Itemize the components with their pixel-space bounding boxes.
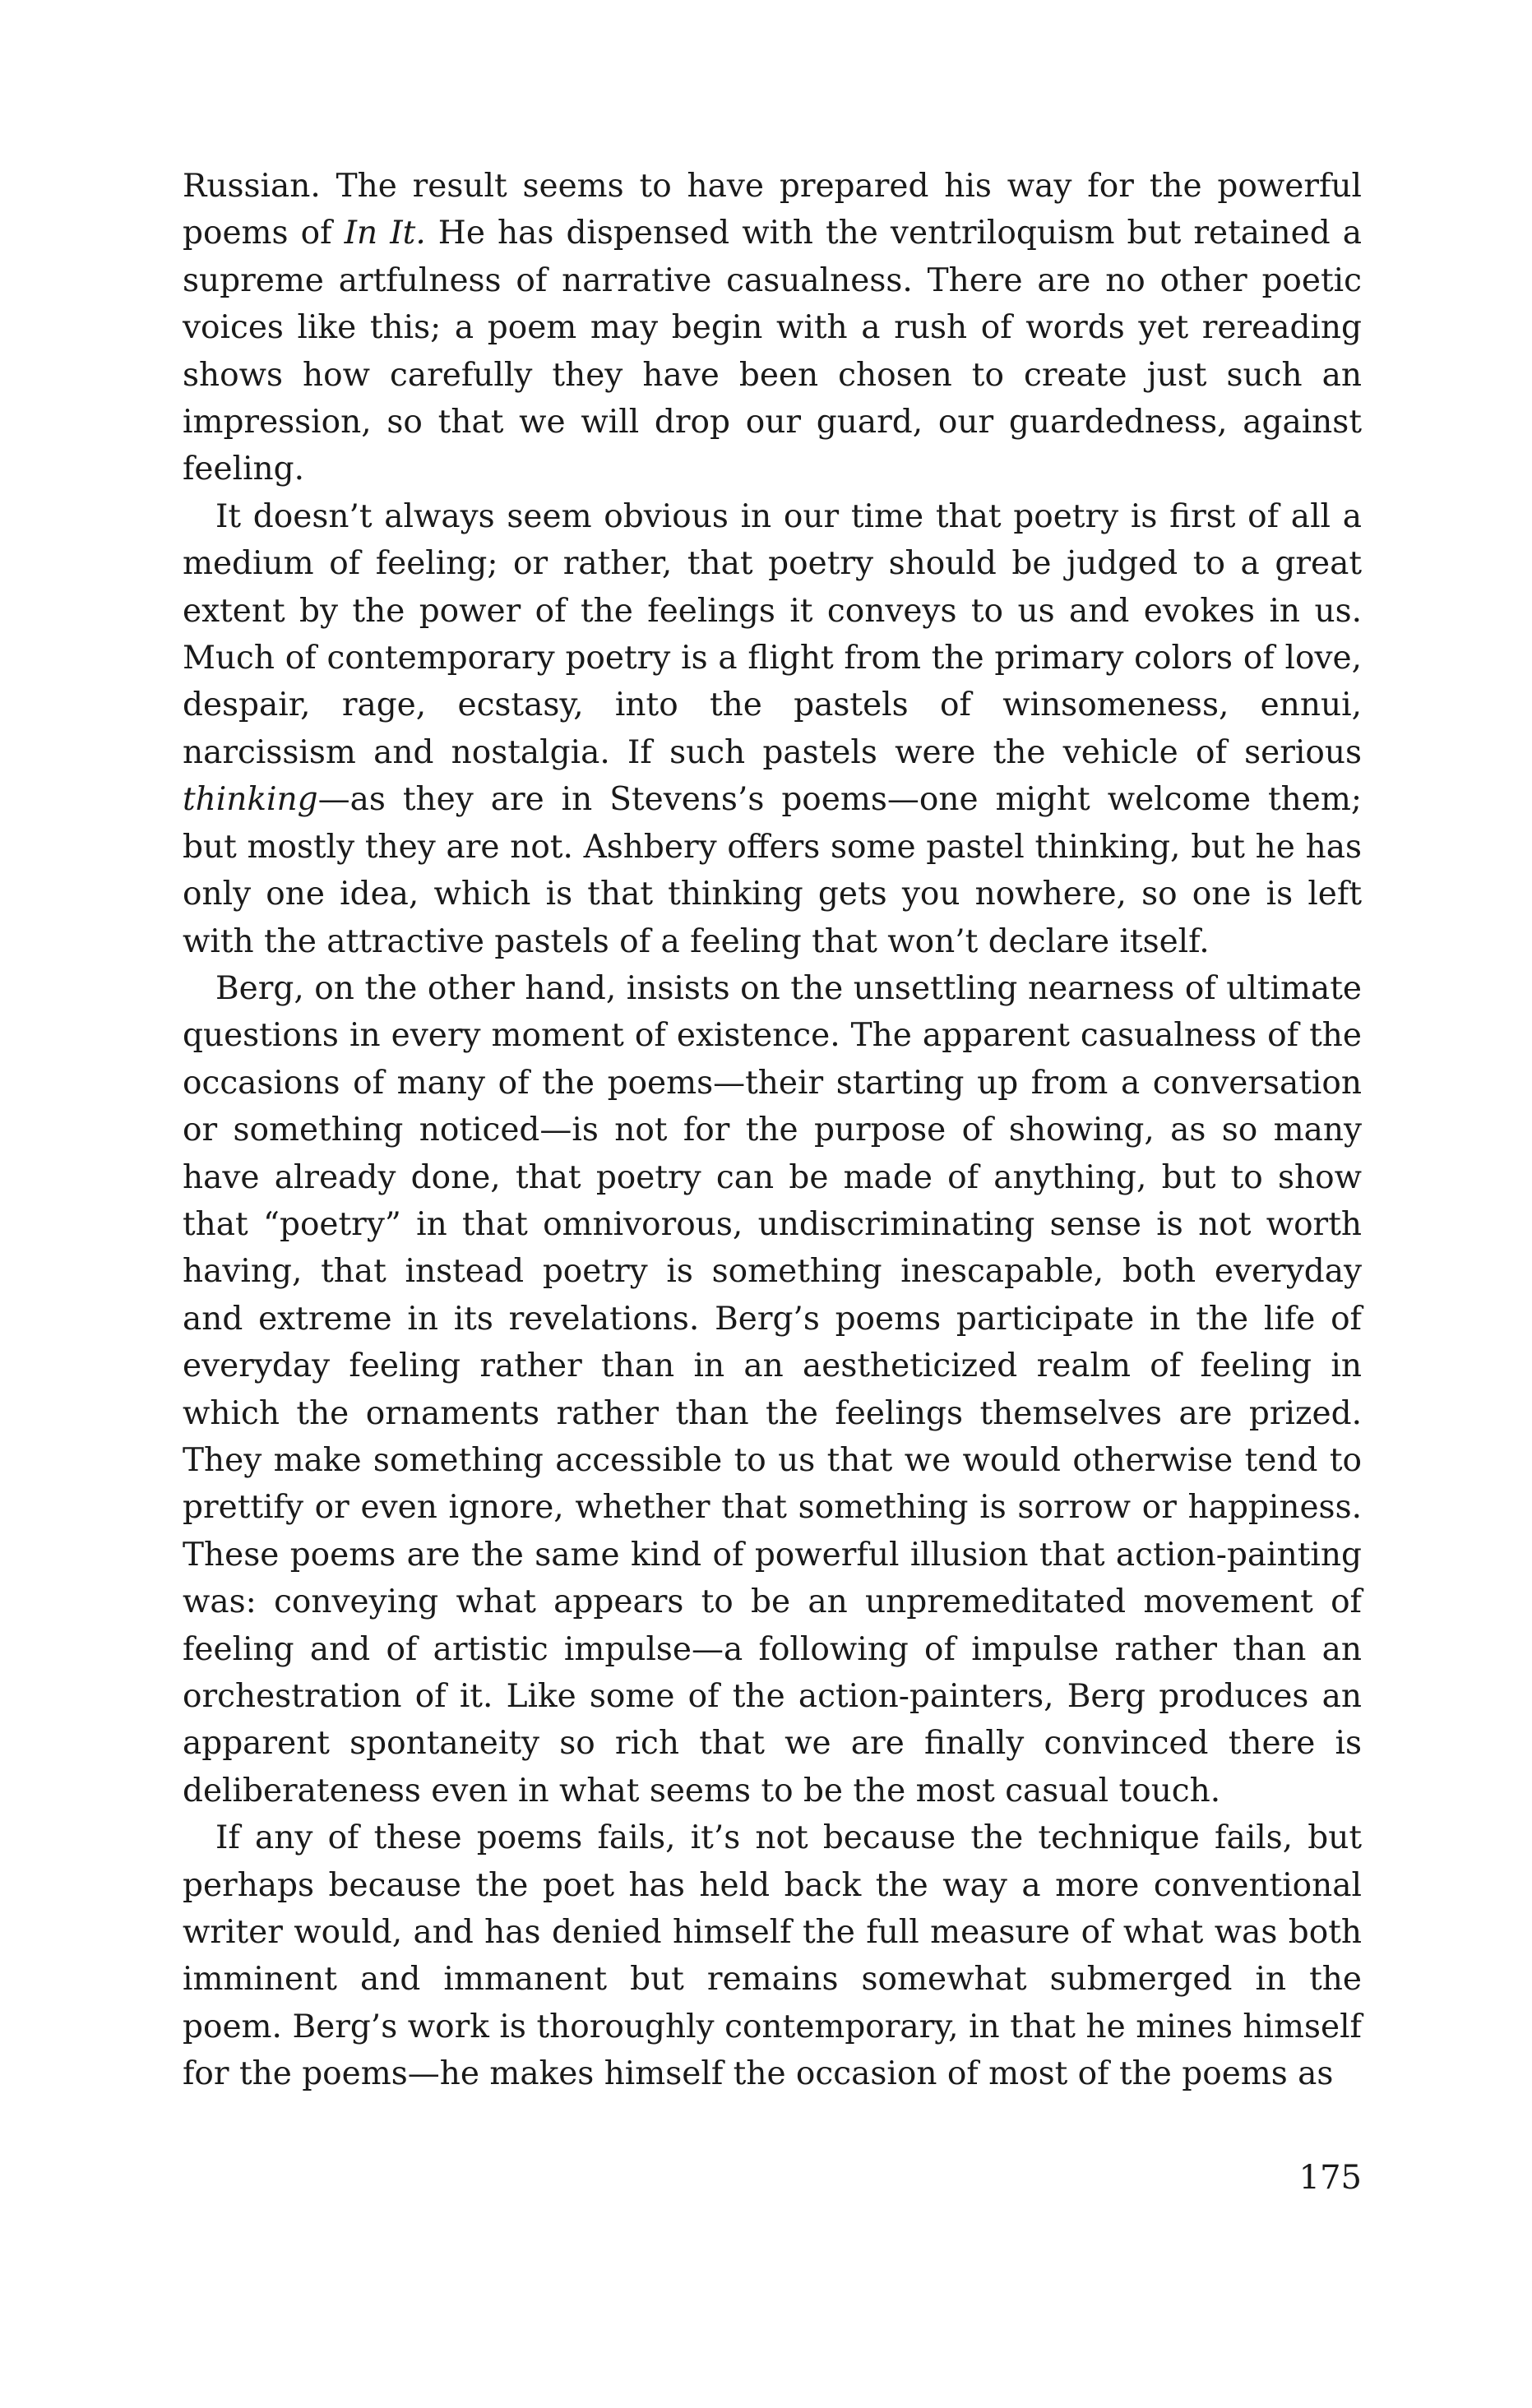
paragraph-2-run-3: —as they are in Stevens’s poems—one might welcome them; but mostly they are not. Ashbery offers some pastel thinking, but he has only one idea, which is that thinking gets you nowhere, so one is left with the attractive pastels of a feeling that won’t declare itself. (183, 781, 1362, 960)
book-title-in-it: In It. (344, 215, 426, 252)
paragraph-2-run-1: It doesn’t always seem obvious in our time that poetry is first of all a medium of feeling; or rather, that poetry should be judged to a great extent by the power of the feelings it conveys to us and evokes in us. Much of contemporary poetry is a flight from the primary colors of love, despair, rage, ecstasy, into the pastels of winsomeness, ennui, narcissism and nostalgia. If such pastels were the vehicle of serious (183, 497, 1362, 771)
paragraph-3 (183, 965, 1362, 1814)
paragraph-4-run-1: If any of these poems fails, it’s not because the technique fails, but perhaps because the poet has held back the way a more conventional writer would, and has denied himself the full measure of what was both imminent and immanent but remains somewhat submerged in the poem. Berg’s work is thoroughly contemporary, in that he mines himself for the poems—he makes himself the occasion of most of the poems as (183, 1819, 1362, 2093)
paragraph-1-run-1: Russian. The result seems to have prepared his way for the powerful poems of (183, 168, 1362, 252)
emphasis-thinking: thinking (183, 781, 318, 819)
body-text (183, 163, 1362, 2098)
paragraph-1-run-3: He has dispensed with the ventriloquism but retained a supreme artfulness of narrative casualness. There are no other poetic voices like this; a poem may begin with a rush of words yet rereading shows how carefully they have been chosen to create just such an impression, so that we will drop our guard, our guardedness, against feeling. (183, 215, 1362, 488)
paragraph-4 (183, 1814, 1362, 2097)
paragraph-1 (183, 163, 1362, 493)
paragraph-2 (183, 493, 1362, 965)
paragraph-3-run-1: Berg, on the other hand, insists on the unsettling nearness of ultimate questions in every moment of existence. The apparent casualness of the occasions of many of the poems—their starting up from a conversation or something noticed—is not for the purpose of showing, as so many have already done, that poetry can be made of anything, but to show that “poetry” in that omnivorous, undiscriminating sense is not worth having, that instead poetry is something inescapable, both everyday and extreme in its revelations. Berg’s poems participate in the life of everyday feeling rather than in an aestheticized realm of feeling in which the ornaments rather than the feelings themselves are prized. They make something accessible to us that we would otherwise tend to prettify or even ignore, whether that something is sorrow or happiness. These poems are the same kind of powerful illusion that action-painting was: conveying what appears to be an unpremeditated movement of feeling and of artistic impulse—a following of impulse rather than an orchestration of it. Like some of the action-painters, Berg produces an apparent spontaneity so rich that we are finally convinced there is deliberateness even in what seems to be the most casual touch. (183, 969, 1362, 1809)
page-number: 175 (1298, 2159, 1362, 2197)
